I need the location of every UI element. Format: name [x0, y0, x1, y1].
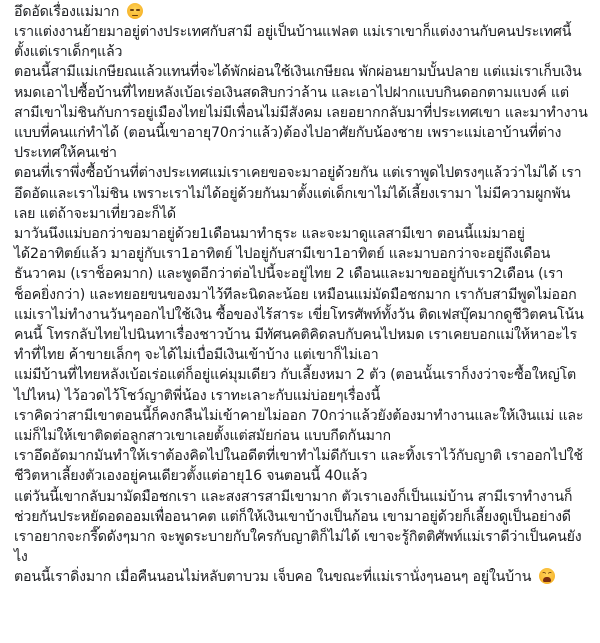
paragraph-1: เราแต่งงานย้ายมาอยู่ต่างประเทศกับสามี อยู่เป็นบ้านแฟลต แม่เราเขาก็แต่งงานกับคนประเทศนี้ตั้งแต่เราเด็กๆแล้ว: [14, 24, 572, 61]
tired-face-icon: [539, 568, 555, 584]
paragraph-8: เราอึดอัดมากมันทำให้เราต้องคิดไปในอดีตที่เขาทำไม่ดีกับเรา และทิ้งเราไว้กับญาติ เราออกไปใช้ชีวิตหาเลี้ยงตัวเองอยู่คนเดียวตั้งแต่อายุ16 จนตอนนี้ 40แล้ว: [14, 448, 583, 485]
paragraph-5: แม่เราไม่ทำงานวันๆออกไปใช้เงิน ซื้อของไร้สาระ เขี่ยโทรศัพท์ทั้งวัน ติดเฟสบุ๊คมากดูชีวิตคนโน้นคนนี้ โทรกลับไทยไปนินทาเรื่องชาวบ้าน มีทัศนคติคิดลบกับคนไปหมด เราเคยบอกแม่ให้หาอะไรทำที่ไทย ค้าขายเล็กๆ จะได้ไม่เบื่อมีเงินเข้าบ้าง แต่เขาก็ไม่เอา: [14, 306, 584, 364]
last-line-text: ตอนนี้เราดิ่งมาก เมื่อคืนนอนไม่หลับตาบวม เจ็บคอ ในขณะที่แม่เรานั่งๆนอนๆ อยู่ในบ้าน: [14, 569, 532, 586]
paragraph-7: เราคิดว่าสามีเขาตอนนี้ก็คงกลืนไม่เข้าคายไม่ออก 70กว่าแล้วยังต้องมาทำงานและให้เงินแม่ และแม่ก็ไม่ให้เขาติดต่อลูกสาวเขาเลยตั้งแต่สมัยก่อน แบบกีดกันมาก: [14, 407, 584, 445]
paragraph-10: เราอยากจะกรี๊ดดังๆมาก จะพูดระบายกับใครกับญาติก็ไม่ได้ เขาจะรู้กิตติศัพท์แม่เราดีว่าเป็นคนยังไง: [14, 529, 582, 566]
paragraph-2: ตอนนี้สามีแม่เกษียณแล้วแทนที่จะได้พักผ่อนใช้เงินเกษียณ พักผ่อนยามบั้นปลาย แต่แม่เราเก็บเงินหมดเอาไปซื้อบ้านที่ไทยหลังเบ้อเร่อเงินสดสิบกว่าล้าน และเอาไปฝากแบบกินดอกตามแบงค์ แต่สามีเขาไม่ชินกับการอยู่เมืองไทยไม่มีเพื่อนไม่มีสังคม เลยอยากกลับมาที่ประเทศเขา และมาทำงานแบบที่คนแก่ทำได้ (ตอนนี้เขาอายุ70กว่าแล้ว)ต้องไปอาศัยกับน้องชาย เพราะแม่เอาบ้านที่ต่างประเทศให้คนเช่า: [14, 64, 588, 162]
last-line: [14, 567, 590, 587]
paragraph-3: ตอนที่เราพึ่งซื้อบ้านที่ต่างประเทศแม่เราเคยขอจะมาอยู่ด้วยกัน แต่เราพูดไปตรงๆแล้วว่าไม่ได้ เราอึดอัดและเราไม่ชิน เพราะเราไม่ได้อยู่ด้วยกันมาตั้งแต่เด็กเขาไม่ได้เลี้ยงเรามา ไม่มีความผูกพันเลย แต่ถ้าจะมาเที่ยวอะก็ได้: [14, 165, 582, 222]
paragraph-4: มาวันนึงแม่บอกว่าขอมาอยู่ด้วย1เดือนมาทำธุระ และจะมาดูแลสามีเขา ตอนนี้แม่มาอยู่ได้2อาทิตย์แล้ว มาอยู่กับเรา1อาทิตย์ ไปอยู่กับสามีเขา1อาทิตย์ และมาบอกว่าจะอยู่ถึงเดือนธันวาคม (เราช็อคมาก) และพูดอีกว่าต่อไปนี้จะอยู่ไทย 2 เดือนและมาขออยู่กับเรา2เดือน (เราช็อคยิ่งกว่า) และทยอยขนของมาไว้ทีละนิดละน้อย เหมือนแม่มัดมือชกมาก เรากับสามีพูดไม่ออก: [14, 226, 577, 303]
post-title: อึดอัดเรื่องแม่มาก: [14, 4, 120, 20]
pensive-face-icon: [127, 3, 143, 19]
paragraph-6: แม่มีบ้านที่ไทยหลังเบ้อเร่อแต่ก็อยู่แค่มุมเดียว กับเลี้ยงหมา 2 ตัว (ตอนนั้นเราก็งงว่าจะซื้อใหญ่โตไปไหน) ไว้อวดไว้โชว์ญาติพี่น้อง เราทะเลาะกับแม่บ่อยๆเรื่องนี้: [14, 367, 577, 404]
post-title-line: [14, 2, 590, 22]
paragraph-9: แต่วันนี้เขากลับมามัดมือชกเรา และสงสารสามีเขามาก ตัวเราเองก็เป็นแม่บ้าน สามีเราทำงานก็ช่วยกันประหยัดอดออมเพื่ออนาคต แต่ก็ให้เงินเขาบ้างเป็นก้อน เขามาอยู่ด้วยก็เลี้ยงดูเป็นอย่างดี: [14, 488, 573, 525]
